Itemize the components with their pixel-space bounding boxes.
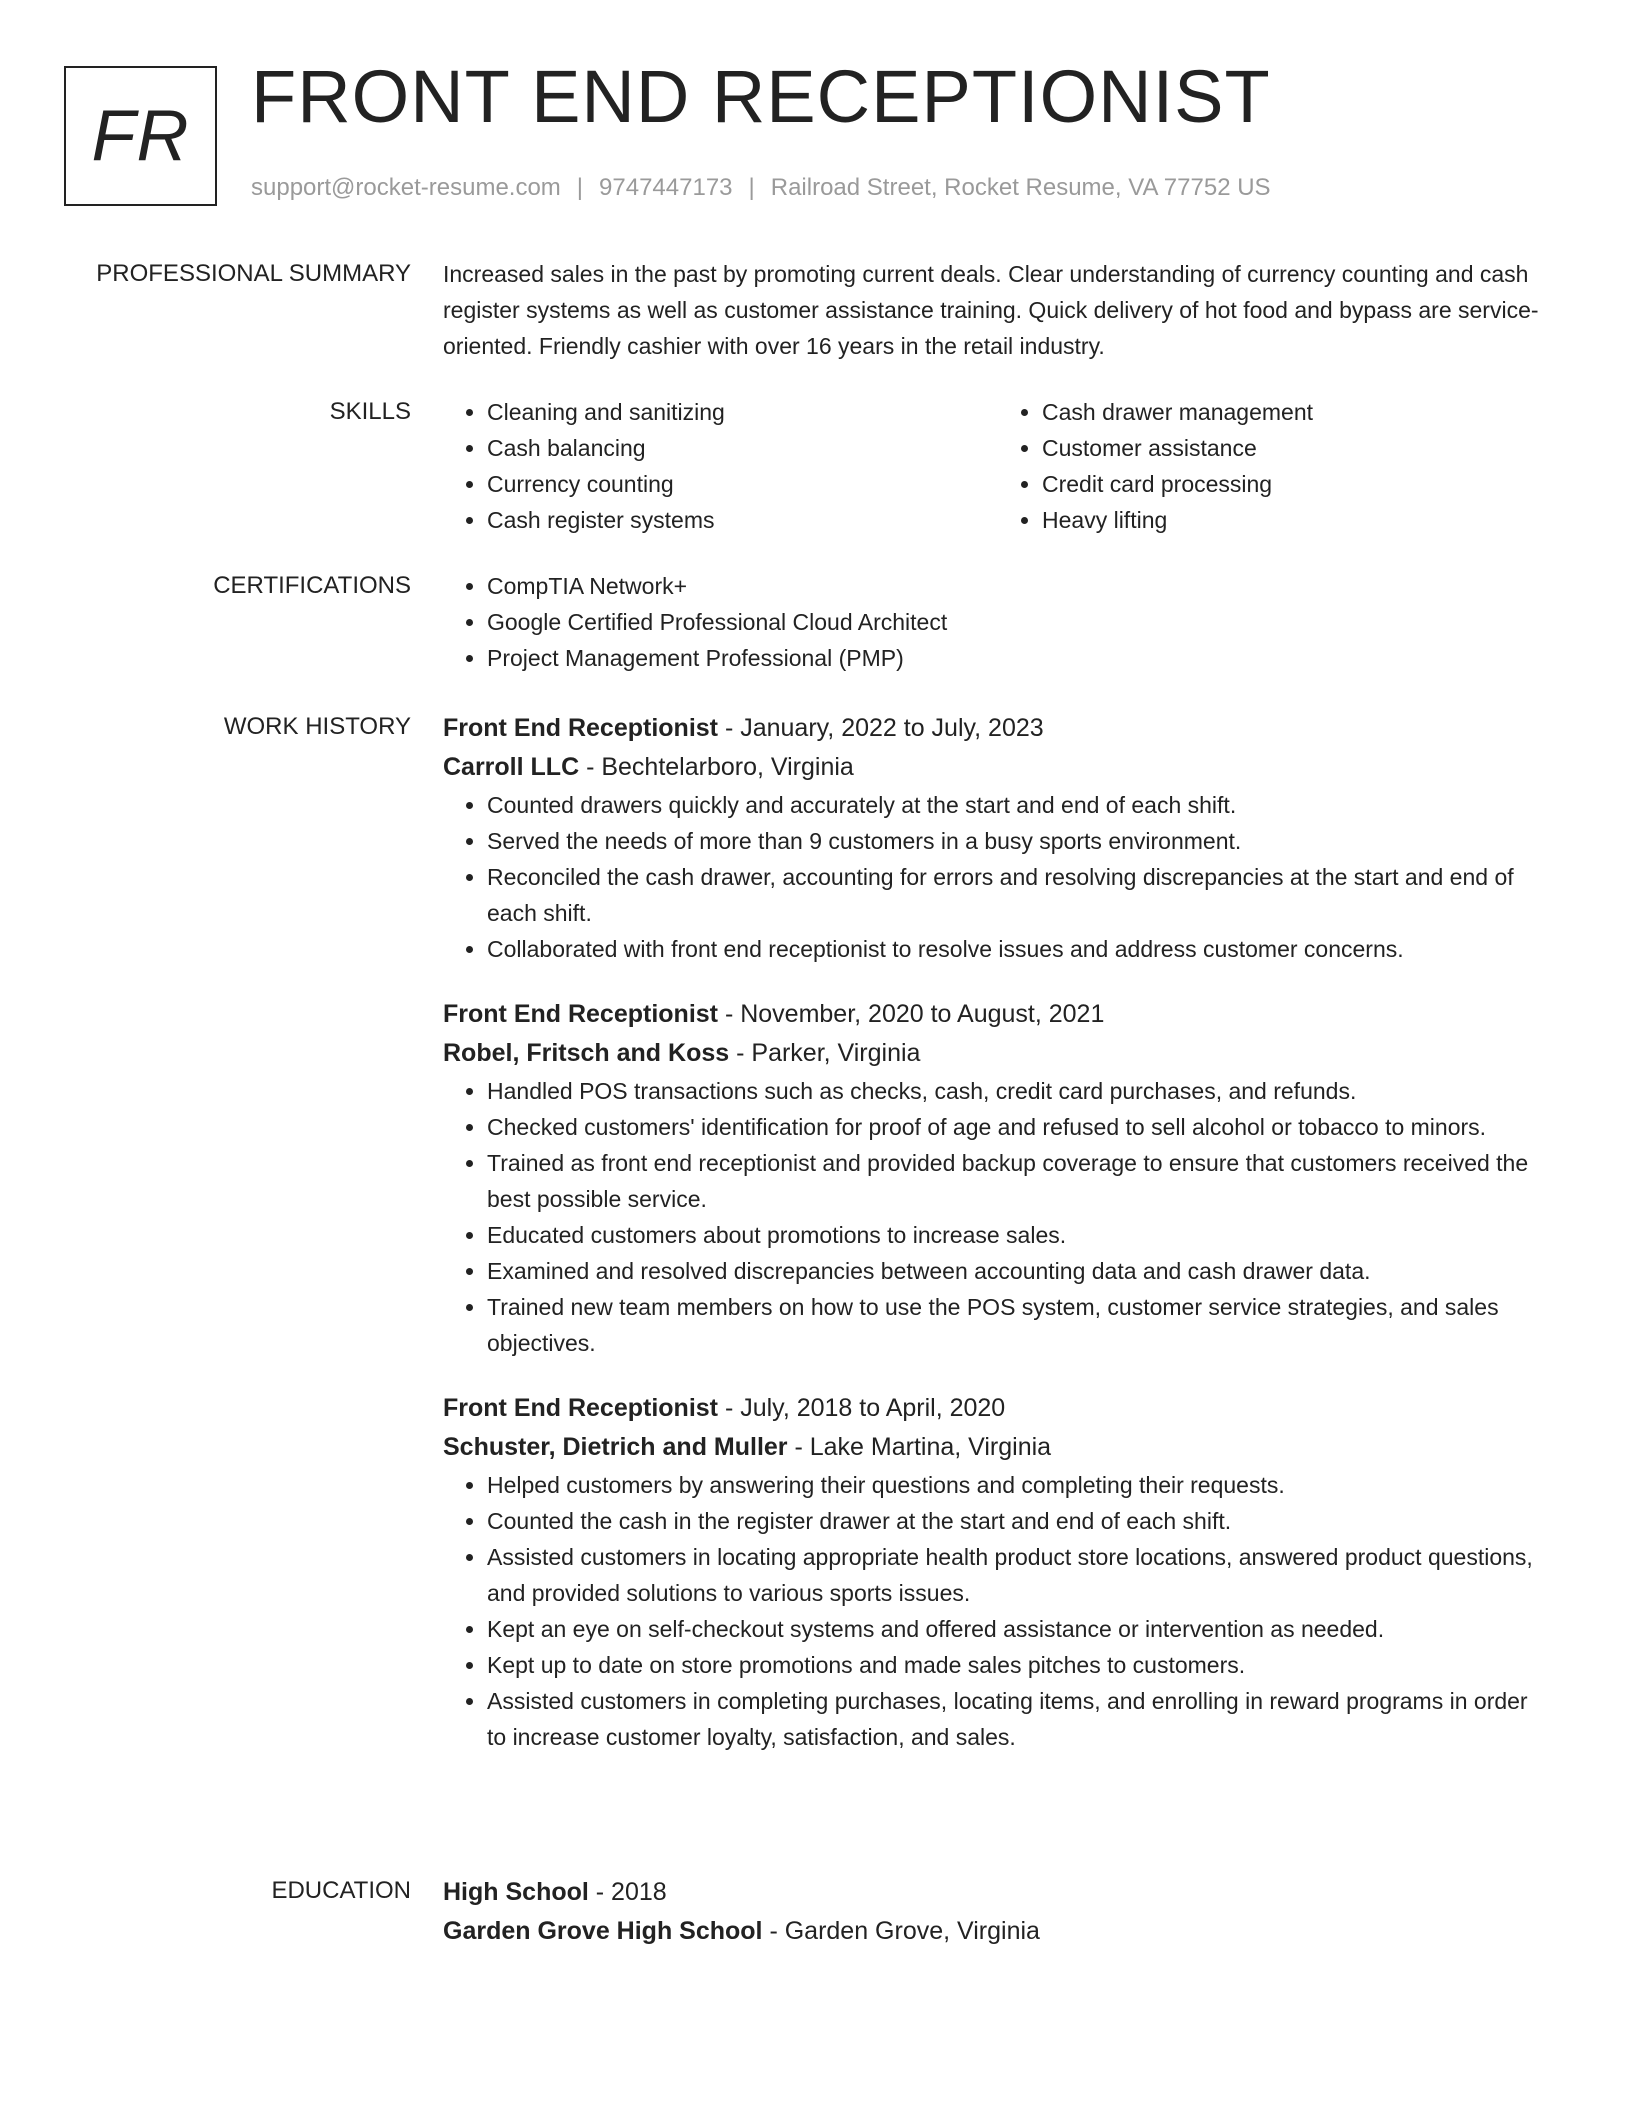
skill-item: • Currency counting: [487, 466, 998, 502]
job-dates: - July, 2018 to April, 2020: [718, 1394, 1006, 1422]
job-title: Front End Receptionist: [443, 1000, 718, 1028]
job-bullet: • Trained new team members on how to use the POS system, customer service strategies, and sales objectives.: [487, 1289, 1553, 1361]
contact-phone: 9747447173: [599, 174, 733, 201]
skills-list-left: [443, 394, 998, 538]
job-dates: - January, 2022 to July, 2023: [718, 714, 1044, 742]
job-bullet: • Counted the cash in the register drawer at the start and end of each shift.: [487, 1503, 1553, 1539]
skill-item: • Credit card processing: [1042, 466, 1553, 502]
job-bullet: • Collaborated with front end receptionist to resolve issues and address customer concerns.: [487, 931, 1553, 967]
skill-item: • Cash register systems: [487, 502, 998, 538]
job-bullet-list: [443, 787, 1553, 967]
job-bullet: • Assisted customers in completing purchases, locating items, and enrolling in reward programs in order to increase customer loyalty, satisfaction, and sales.: [487, 1683, 1553, 1755]
job-bullet: • Counted drawers quickly and accurately at the start and end of each shift.: [487, 787, 1553, 823]
resume-title: FRONT END RECEPTIONIST: [251, 55, 1271, 138]
skill-item: • Cleaning and sanitizing: [487, 394, 998, 430]
job-title-line: [443, 709, 1553, 748]
job-title: Front End Receptionist: [443, 1394, 718, 1422]
certification-item: • Project Management Professional (PMP): [487, 640, 1553, 676]
job-company: Schuster, Dietrich and Muller: [443, 1433, 788, 1461]
contact-line: [251, 176, 1271, 200]
certification-item: • CompTIA Network+: [487, 568, 1553, 604]
certifications-list: [443, 568, 1553, 676]
job-title-line: [443, 1389, 1553, 1428]
certification-item: • Google Certified Professional Cloud Architect: [487, 604, 1553, 640]
job-bullet: • Kept up to date on store promotions and made sales pitches to customers.: [487, 1647, 1553, 1683]
job-entry: [443, 1389, 1553, 1755]
job-dates: - November, 2020 to August, 2021: [718, 1000, 1105, 1028]
job-company-line: [443, 1034, 1553, 1073]
education-year: - 2018: [588, 1878, 667, 1906]
job-bullet: • Helped customers by answering their questions and completing their requests.: [487, 1467, 1553, 1503]
job-company: Robel, Fritsch and Koss: [443, 1039, 730, 1067]
skill-item: • Heavy lifting: [1042, 502, 1553, 538]
education-degree: High School: [443, 1878, 589, 1906]
job-bullet: • Assisted customers in locating appropriate health product store locations, answered product questions, and provided solutions to various sports issues.: [487, 1539, 1553, 1611]
education-location: - Garden Grove, Virginia: [762, 1917, 1040, 1945]
job-location: - Parker, Virginia: [729, 1039, 921, 1067]
job-bullet: • Handled POS transactions such as checks, cash, credit card purchases, and refunds.: [487, 1073, 1553, 1109]
work-history-body: [443, 709, 1553, 1755]
section-label-certifications: CERTIFICATIONS: [213, 572, 411, 599]
section-label-skills: SKILLS: [329, 398, 411, 425]
job-bullet-list: [443, 1073, 1553, 1361]
skill-item: • Customer assistance: [1042, 430, 1553, 466]
education-school-line: [443, 1912, 1553, 1951]
monogram-box: [64, 66, 217, 206]
contact-email: support@rocket-resume.com: [251, 174, 561, 201]
job-bullet: • Served the needs of more than 9 customers in a busy sports environment.: [487, 823, 1553, 859]
section-label-summary: PROFESSIONAL SUMMARY: [96, 260, 411, 287]
job-bullet: • Trained as front end receptionist and provided backup coverage to ensure that customers received the best possible service.: [487, 1145, 1553, 1217]
skills-list-right: [998, 394, 1553, 538]
summary-text: Increased sales in the past by promoting current deals. Clear understanding of currency counting and cash register systems as well as customer assistance training. Quick delivery of hot food and bypass are service-oriented. Friendly cashier with over 16 years in the retail industry.: [443, 261, 1539, 359]
job-company-line: [443, 748, 1553, 787]
job-location: - Lake Martina, Virginia: [787, 1433, 1052, 1461]
job-bullet: • Reconciled the cash drawer, accounting for errors and resolving discrepancies at the start and end of each shift.: [487, 859, 1553, 931]
certifications-body: [443, 568, 1553, 676]
job-entry: [443, 995, 1553, 1361]
contact-address: Railroad Street, Rocket Resume, VA 77752 US: [770, 174, 1271, 201]
skills-body: [443, 394, 1553, 538]
job-bullet-list: [443, 1467, 1553, 1755]
job-company: Carroll LLC: [443, 753, 580, 781]
skill-item: • Cash balancing: [487, 430, 998, 466]
job-bullet: • Examined and resolved discrepancies between accounting data and cash drawer data.: [487, 1253, 1553, 1289]
section-label-work-history: WORK HISTORY: [223, 713, 411, 740]
job-company-line: [443, 1428, 1553, 1467]
monogram-initials: FR: [91, 96, 190, 176]
job-title: Front End Receptionist: [443, 714, 718, 742]
job-bullet: • Kept an eye on self-checkout systems and offered assistance or intervention as needed.: [487, 1611, 1553, 1647]
job-bullet: • Checked customers' identification for proof of age and refused to sell alcohol or tobacco to minors.: [487, 1109, 1553, 1145]
job-location: - Bechtelarboro, Virginia: [579, 753, 854, 781]
education-degree-line: [443, 1873, 1553, 1912]
contact-separator: |: [576, 174, 584, 201]
education-school: Garden Grove High School: [443, 1917, 763, 1945]
job-title-line: [443, 995, 1553, 1034]
contact-separator: |: [748, 174, 755, 201]
skill-item: • Cash drawer management: [1042, 394, 1553, 430]
skills-grid: [443, 394, 1553, 538]
education-body: [443, 1873, 1553, 1951]
job-bullet: • Educated customers about promotions to increase sales.: [487, 1217, 1553, 1253]
section-label-education: EDUCATION: [271, 1877, 411, 1904]
job-entry: [443, 709, 1553, 967]
